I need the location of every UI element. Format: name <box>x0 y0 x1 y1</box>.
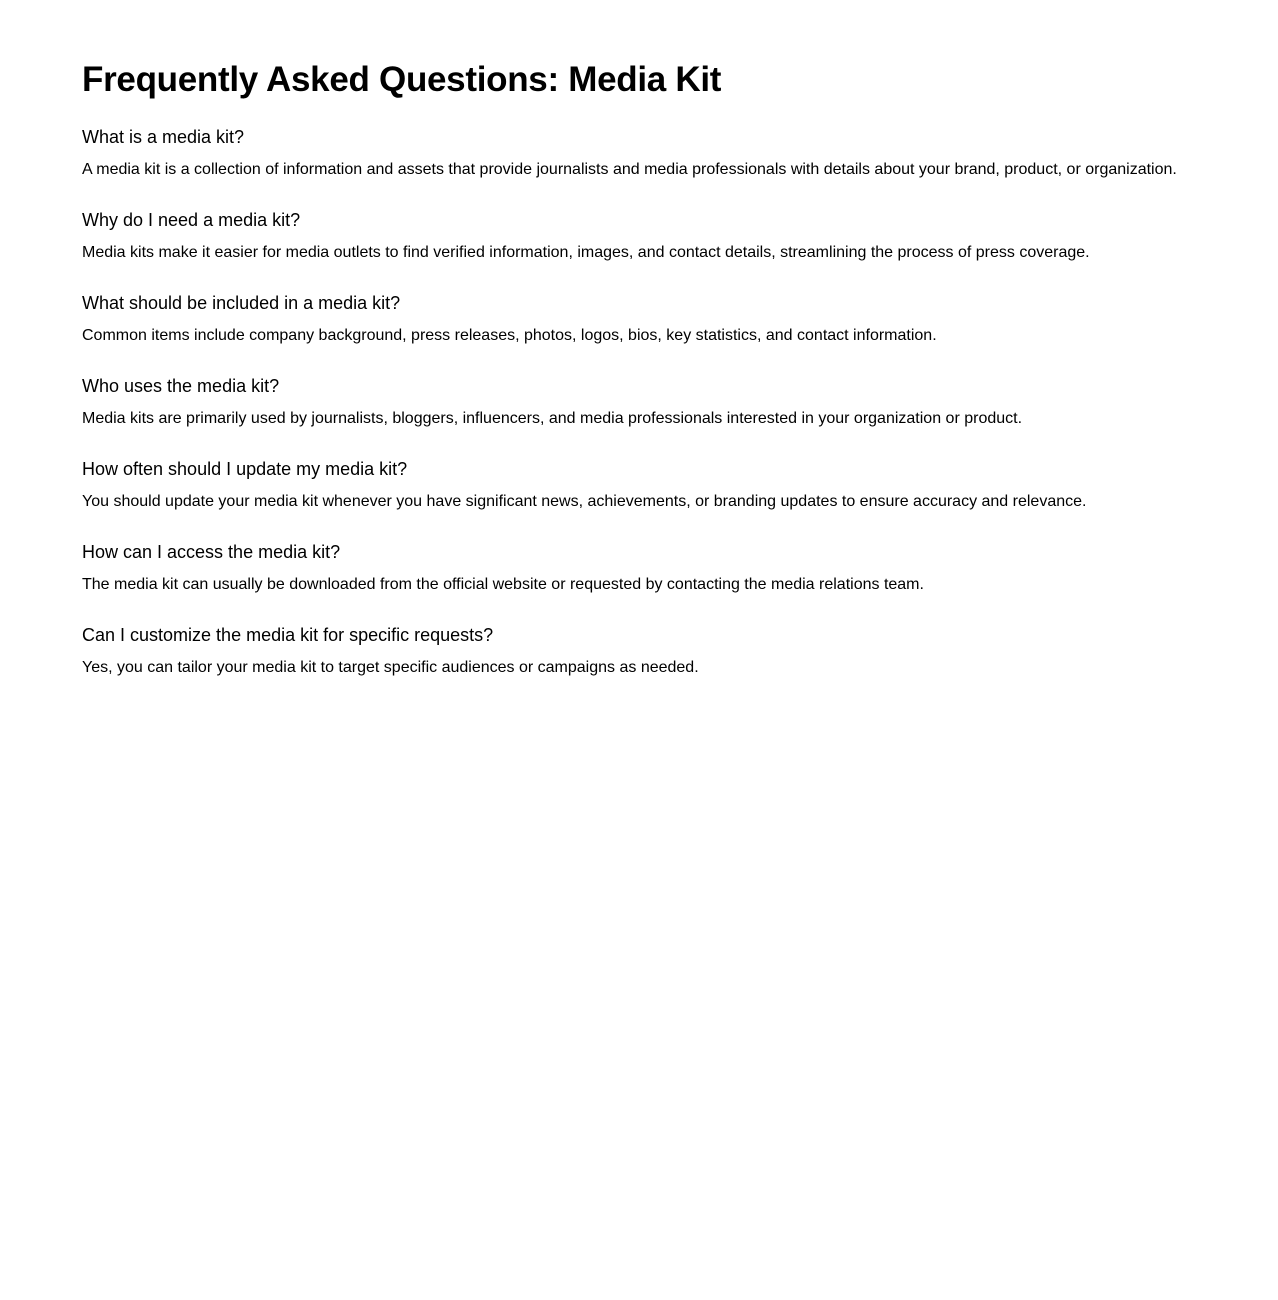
faq-answer: The media kit can usually be downloaded from the official website or requested by contacting the media relations team. <box>82 576 924 593</box>
faq-item <box>82 458 1232 512</box>
faq-question: What is a media kit? <box>82 127 245 147</box>
faq-answer: You should update your media kit whenever you have significant news, achievements, or branding updates to ensure accuracy and relevance. <box>82 493 1087 510</box>
faq-question: How can I access the media kit? <box>82 542 341 562</box>
faq-answer: A media kit is a collection of information and assets that provide journalists and media professionals with details about your brand, product, or organization. <box>82 161 1177 178</box>
faq-item <box>82 541 1232 595</box>
faq-question: What should be included in a media kit? <box>82 293 401 313</box>
faq-page <box>82 58 1232 707</box>
faq-item <box>82 375 1232 429</box>
faq-answer: Yes, you can tailor your media kit to target specific audiences or campaigns as needed. <box>82 659 699 676</box>
page-title: Frequently Asked Questions: Media Kit <box>82 60 722 99</box>
faq-item <box>82 292 1232 346</box>
faq-item <box>82 209 1232 263</box>
faq-question: Who uses the media kit? <box>82 376 280 396</box>
faq-item <box>82 126 1232 180</box>
faq-answer: Media kits are primarily used by journalists, bloggers, influencers, and media professionals interested in your organization or product. <box>82 410 1023 427</box>
faq-answer: Common items include company background, press releases, photos, logos, bios, key statistics, and contact information. <box>82 327 937 344</box>
faq-item <box>82 624 1232 678</box>
faq-answer: Media kits make it easier for media outlets to find verified information, images, and contact details, streamlining the process of press coverage. <box>82 244 1090 261</box>
faq-question: Why do I need a media kit? <box>82 210 301 230</box>
faq-question: Can I customize the media kit for specific requests? <box>82 625 494 645</box>
faq-question: How often should I update my media kit? <box>82 459 408 479</box>
